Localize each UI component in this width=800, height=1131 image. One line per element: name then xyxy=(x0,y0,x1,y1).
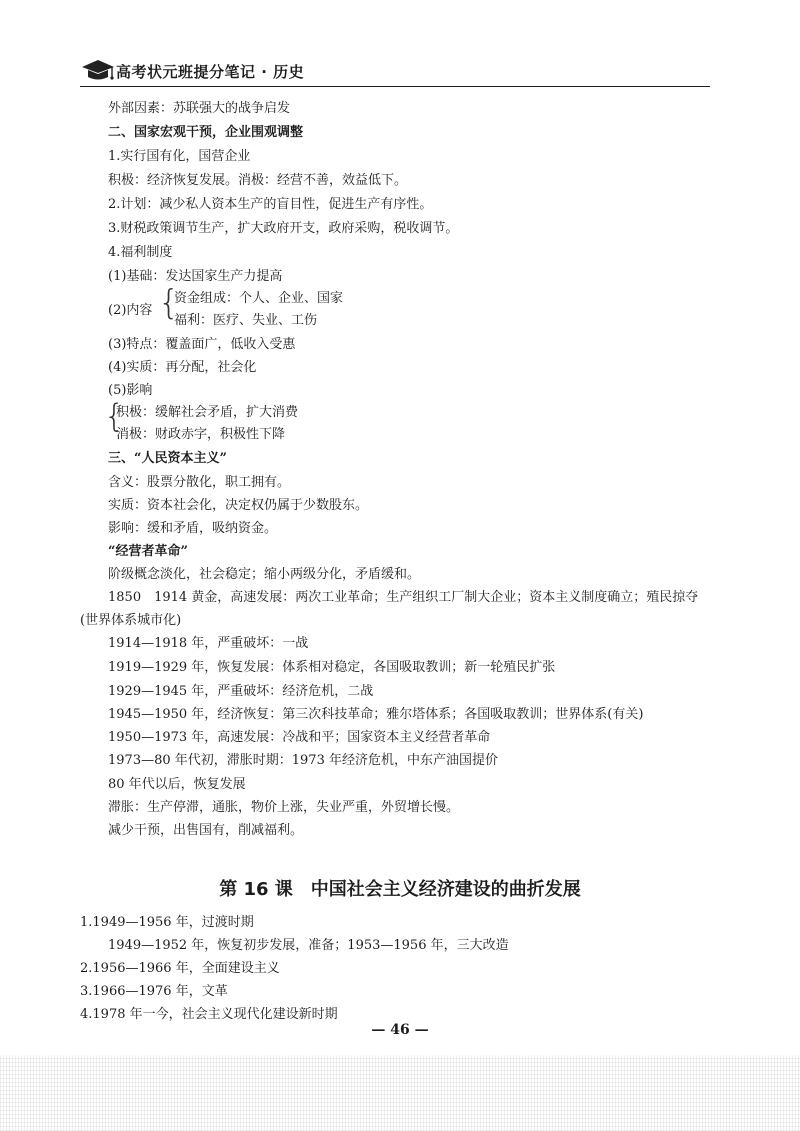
text-line: 4.福利制度 xyxy=(108,245,173,260)
text-line: 含义：股票分散化，职工拥有。 xyxy=(108,475,291,490)
text-line: 实质：资本社会化，决定权仍属于少数股东。 xyxy=(108,498,369,513)
text-line: 1929—1945 年，严重破坏：经济危机，二战 xyxy=(108,684,374,699)
section-heading: 二、国家宏观干预，企业围观调整 xyxy=(108,125,304,140)
text-line: (3)特点：覆盖面广，低收入受惠 xyxy=(108,337,296,352)
text-line: 影响：缓和矛盾，吸纳资金。 xyxy=(108,521,278,536)
brace-icon: { xyxy=(104,397,125,435)
graduation-cap-icon xyxy=(80,58,116,82)
text-line: 2.计划：减少私人资本生产的盲目性，促进生产有序性。 xyxy=(108,197,433,212)
text-line: 1850 1914 黄金，高速发展：两次工业革命；生产组织工厂制大企业；资本主义制度确立；殖民掠夺 xyxy=(108,590,699,605)
text-line: 1950—1973 年，高速发展：冷战和平；国家资本主义经营者革命 xyxy=(108,730,491,745)
brace-icon: { xyxy=(158,283,180,323)
scan-noise xyxy=(0,1055,800,1131)
text-line: 1914—1918 年，严重破坏：一战 xyxy=(108,636,309,651)
text-line: 80 年代以后，恢复发展 xyxy=(108,777,246,792)
page-header xyxy=(80,56,710,87)
text-line: 1919—1929 年，恢复发展：体系相对稳定，各国吸取教训；新一轮殖民扩张 xyxy=(108,660,556,675)
list-item: 1.1949—1956 年，过渡时期 xyxy=(80,915,254,930)
list-item: 1949—1952 年，恢复初步发展，准备；1953—1956 年，三大改造 xyxy=(108,938,509,953)
text-line: 外部因素：苏联强大的战争启发 xyxy=(108,101,291,116)
text-line: 1973—80 年代初，滞胀时期：1973 年经济危机，中东产油国提价 xyxy=(108,753,498,768)
text-line: 减少干预，出售国有，削减福利。 xyxy=(108,823,304,838)
text-line: 积极：缓解社会矛盾，扩大消费 xyxy=(116,405,299,420)
list-item: 4.1978 年一今，社会主义现代化建设新时期 xyxy=(80,1007,338,1022)
list-item: 2.1956—1966 年，全面建设主义 xyxy=(80,961,280,976)
text-line: 滞胀：生产停滞，通胀，物价上涨，失业严重，外贸增长慢。 xyxy=(108,800,460,815)
text-line: 3.财税政策调节生产，扩大政府开支，政府采购，税收调节。 xyxy=(108,221,459,236)
text-line: 消极：财政赤字，积极性下降 xyxy=(116,427,286,442)
text-line: (4)实质：再分配，社会化 xyxy=(108,360,257,375)
header-title: 高考状元班提分笔记 · 历史 xyxy=(116,63,305,81)
text-line: 资金组成：个人、企业、国家 xyxy=(174,291,344,306)
text-line: (世界体系城市化) xyxy=(80,613,182,628)
section-heading: “经营者革命” xyxy=(108,544,188,559)
text-line: 积极：经济恢复发展。消极：经营不善，效益低下。 xyxy=(108,173,408,188)
section-heading: 三、“人民资本主义” xyxy=(108,451,227,466)
text-line: 1.实行国有化，国营企业 xyxy=(108,149,251,164)
list-item: 3.1966—1976 年，文革 xyxy=(80,984,228,999)
text-line: 1945—1950 年，经济恢复：第三次科技革命；雅尔塔体系；各国吸取教训；世界体系(有关) xyxy=(108,707,644,722)
text-line: (5)影响 xyxy=(108,383,153,398)
lesson-title: 第 16 课 中国社会主义经济建设的曲折发展 xyxy=(219,879,581,900)
text-line: (2)内容 xyxy=(108,303,153,318)
text-line: 阶级概念淡化，社会稳定；缩小两级分化，矛盾缓和。 xyxy=(108,567,421,582)
text-line: 福利：医疗、失业、工伤 xyxy=(174,313,318,328)
text-line: (1)基础：发达国家生产力提高 xyxy=(108,269,283,284)
page-number: — 46 — xyxy=(371,1022,429,1038)
